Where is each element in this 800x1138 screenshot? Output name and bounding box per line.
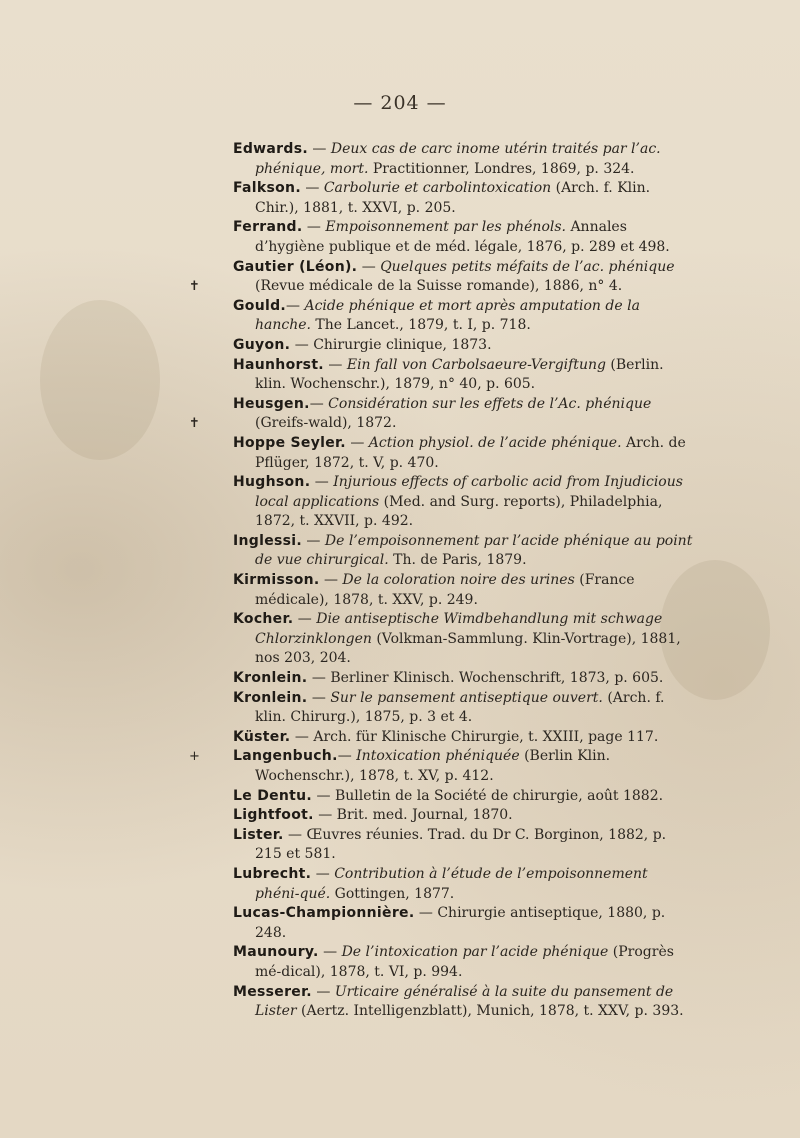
entry-title: Intoxication phéniquée — [356, 748, 520, 765]
bibliography-entry: ✝ Heusgen.— Considération sur les effets de l’Ac. phénique (Greifs-wald), 1872. — [189, 395, 652, 432]
entry-author: Hughson. — [233, 474, 311, 491]
bibliography-entry — [233, 787, 695, 807]
entry-author: Kocher. — [233, 611, 294, 628]
entry-title: Deux cas de carc inome utérin traités par l’ac. phénique, mort. — [255, 141, 661, 177]
entry-details: Brit. med. Journal, 1870. — [336, 807, 513, 824]
bibliography-entry — [233, 689, 695, 728]
entry-separator: — — [290, 336, 314, 353]
entry-author: Heusgen. — [233, 395, 310, 412]
entry-details: The Lancet., 1879, t. I, p. 718. — [310, 317, 531, 334]
entry-title: Urticaire généralisé à la suite du pansement de Lister — [255, 983, 674, 1020]
entry-author: Langenbuch. — [233, 748, 338, 765]
entry-details: (Greifs-wald), 1872. — [255, 415, 397, 432]
entry-separator: — — [414, 905, 438, 922]
entry-separator: — — [357, 258, 381, 275]
entry-separator: — — [311, 865, 335, 882]
entry-author: Guyon. — [233, 336, 291, 353]
entry-details: Arch. für Klinische Chirurgie, t. XXIII, page 117. — [313, 728, 659, 745]
entry-author: Falkson. — [233, 180, 301, 197]
entry-separator: — — [286, 297, 305, 314]
entry-details: Practitionner, Londres, 1869, p. 324. — [368, 160, 635, 177]
entry-author: Haunhorst. — [233, 356, 324, 373]
bibliography-entry — [233, 356, 695, 395]
entry-title: Ein fall von Carbolsaeure-Vergiftung — [346, 356, 606, 373]
entry-details: (Revue médicale de la Suisse romande), 1886, n° 4. — [255, 278, 623, 295]
entry-separator: — — [318, 944, 342, 961]
entry-separator: — — [307, 689, 331, 706]
entry-author: Kronlein. — [233, 670, 308, 687]
bibliography-entry — [233, 140, 695, 179]
entry-author: Küster. — [233, 728, 291, 745]
bibliography-entry — [233, 218, 695, 257]
entry-title: De la coloration noire des urines — [342, 572, 575, 589]
paper-stain — [40, 300, 160, 460]
entry-separator: — — [301, 532, 325, 549]
bibliography-entry — [233, 826, 695, 865]
entry-details: (Berlin Klin. Wochenschr.), 1878, t. XV, p. 412. — [255, 748, 611, 784]
entry-separator: — — [337, 748, 357, 765]
entry-separator: — — [310, 474, 334, 491]
entry-separator: — — [312, 787, 335, 804]
entry-author: Lucas-Championnière. — [233, 905, 415, 922]
entry-author: Maunoury. — [233, 944, 319, 961]
entry-title: Quelques petits méfaits de l’ac. phénique — [380, 258, 675, 275]
entry-separator: — — [307, 670, 331, 687]
entry-details: (Arch. f. klin. Chirurg.), 1875, p. 3 et 4. — [255, 689, 665, 726]
entry-details: (Arch. f. Klin. Chir.), 1881, t. XXVI, p. 205. — [255, 180, 651, 216]
bibliography-entry — [233, 434, 695, 473]
page-number: — 204 — — [353, 92, 447, 114]
entry-title: Acide phénique et mort après amputation de la hanche. — [255, 297, 640, 334]
entry-details: Chirurgie antiseptique, 1880, p. 248. — [255, 905, 666, 941]
bibliography-entry — [233, 610, 695, 669]
entry-details: Chirurgie clinique, 1873. — [313, 336, 492, 353]
entry-details: (Progrès mé-dical), 1878, t. VI, p. 994. — [255, 944, 674, 980]
entry-author: Hoppe Seyler. — [233, 434, 346, 451]
bibliography-list — [189, 140, 695, 1022]
bibliography-entry — [233, 669, 695, 689]
entry-details: (Aertz. Intelligenzblatt), Munich, 1878, t. XXV, p. 393. — [296, 1003, 684, 1020]
bibliography-entry — [233, 297, 695, 336]
bibliography-entry — [233, 943, 695, 982]
entry-details: Bulletin de la Société de chirurgie, août 1882. — [334, 787, 664, 804]
entry-separator: — — [293, 611, 317, 628]
entry-separator: — — [290, 728, 314, 745]
entry-details: Arch. de Pflüger, 1872, t. V, p. 470. — [255, 434, 686, 471]
entry-title: Contribution à l’étude de l’empoisonnement phéni-qué. — [255, 865, 648, 902]
bibliography-entry — [233, 473, 695, 532]
entry-details: Œuvres réunies. Trad. du Dr C. Borginon, 1882, p. 215 et 581. — [255, 826, 667, 863]
entry-author: Lubrecht. — [233, 865, 312, 882]
entry-author: Inglessi. — [233, 532, 302, 549]
entry-title: Empoisonnement par les phénols. — [325, 219, 566, 236]
entry-title: De l’empoisonnement par l’acide phénique au point de vue chirurgical. — [255, 532, 693, 569]
bibliography-entry — [233, 865, 695, 904]
entry-separator: — — [309, 395, 329, 412]
bibliography-entry — [233, 571, 695, 610]
bibliography-entry — [233, 904, 695, 943]
entry-details: Berliner Klinisch. Wochenschrift, 1873, p. 605. — [330, 670, 664, 687]
entry-author: Kronlein. — [233, 689, 308, 706]
entry-details: Gottingen, 1877. — [330, 885, 455, 902]
entry-title: Considération sur les effets de l’Ac. phénique — [328, 395, 652, 412]
entry-details: (Med. and Surg. reports), Philadelphia, 1872, t. XXVII, p. 492. — [255, 493, 663, 530]
entry-author: Lister. — [233, 826, 284, 843]
bibliography-entry — [233, 532, 695, 571]
entry-title: Carbolurie et carbolintoxication — [323, 180, 552, 197]
entry-author: Gould. — [233, 297, 287, 314]
entry-separator: — — [307, 141, 331, 157]
entry-author: Edwards. — [233, 141, 308, 157]
entry-separator: — — [319, 572, 343, 589]
bibliography-entry — [233, 336, 695, 356]
bibliography-entry — [233, 806, 695, 826]
entry-author: Lightfoot. — [233, 807, 314, 824]
bibliography-entry — [233, 728, 695, 748]
entry-title: Injurious effects of carbolic acid from Injudicious local applications — [255, 474, 683, 510]
entry-author: Gautier (Léon). — [233, 258, 358, 275]
bibliography-entry: + Langenbuch.— Intoxication phéniquée (Berlin Klin. Wochenschr.), 1878, t. XV, p. 412. — [189, 748, 611, 784]
entry-details: Annales d’hygiène publique et de méd. légale, 1876, p. 289 et 498. — [255, 219, 670, 255]
entry-separator: — — [313, 807, 337, 824]
entry-title: Sur le pansement antiseptique ouvert. — [330, 689, 603, 706]
bibliography-entry — [233, 983, 695, 1022]
bibliography-entry — [233, 179, 695, 218]
entry-author: Ferrand. — [233, 219, 303, 236]
entry-separator: — — [300, 180, 324, 197]
entry-separator: — — [311, 983, 335, 1000]
bibliography-entry: ✝ Gautier (Léon). — Quelques petits méfaits de l’ac. phénique (Revue médicale de la Suisse romande), 1886, n° 4. — [189, 258, 675, 295]
entry-details: Th. de Paris, 1879. — [388, 552, 527, 569]
entry-title: Die antiseptische Wimdbehandlung mit schwage Chlorzinklongen — [255, 611, 663, 647]
entry-separator: — — [323, 356, 347, 373]
entry-details: (Volkman-Sammlung. Klin-Vortrage), 1881, nos 203, 204. — [255, 630, 681, 667]
entry-separator: — — [345, 434, 369, 451]
entry-title: De l’intoxication par l’acide phénique — [341, 944, 609, 961]
entry-author: Kirmisson. — [233, 572, 320, 589]
entry-author: Messerer. — [233, 983, 312, 1000]
entry-title: Action physiol. de l’acide phénique. — [368, 434, 622, 451]
entry-author: Le Dentu. — [233, 787, 313, 804]
entry-separator: — — [302, 219, 326, 236]
entry-separator: — — [283, 826, 307, 843]
entry-details: (Berlin. klin. Wochenschr.), 1879, n° 40, p. 605. — [255, 356, 664, 393]
entry-details: (France médicale), 1878, t. XXV, p. 249. — [255, 572, 635, 608]
